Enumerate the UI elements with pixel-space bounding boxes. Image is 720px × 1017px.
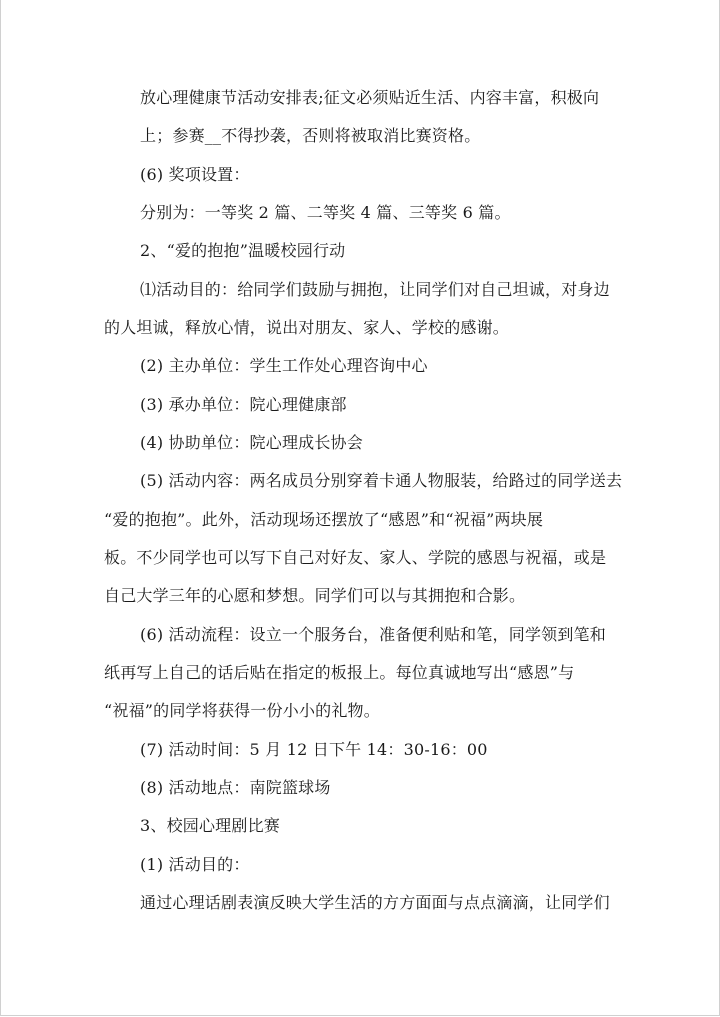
paragraph-line: (4) 协助单位：院心理成长协会	[140, 433, 363, 452]
paragraph-line: 纸再写上自己的话后贴在指定的板报上。每位真诚地写出“感恩”与	[104, 663, 575, 682]
paragraph-line: (5) 活动内容：两名成员分别穿着卡通人物服装，给路过的同学送去	[140, 471, 623, 490]
paragraph-line: (6) 活动流程：设立一个服务台，准备便利贴和笔，同学领到笔和	[140, 625, 606, 644]
paragraph-line: 板。不少同学也可以写下自己对好友、家人、学院的感恩与祝福，或是	[104, 548, 607, 567]
paragraph-line: (7) 活动时间：5 月 12 日下午 14：30-16：00	[140, 740, 488, 759]
paragraph-line: ⑴活动目的：给同学们鼓励与拥抱，让同学们对自己坦诚，对身边	[140, 280, 610, 299]
paragraph-line: 分别为：一等奖 2 篇、二等奖 4 篇、三等奖 6 篇。	[140, 203, 511, 222]
paragraph-line: (6) 奖项设置：	[140, 165, 250, 184]
paragraph-line: 的人坦诚，释放心情，说出对朋友、家人、学校的感谢。	[104, 318, 510, 337]
paragraph-line: 放心理健康节活动安排表;征文必须贴近生活、内容丰富，积极向	[140, 88, 600, 107]
section-heading: 2、“爱的抱抱”温暖校园行动	[140, 241, 346, 260]
paragraph-line: 通过心理话剧表演反映大学生活的方方面面与点点滴滴，让同学们	[140, 893, 610, 912]
section-heading: 3、校园心理剧比赛	[140, 816, 280, 835]
paragraph-line: 上；参赛__不得抄袭，否则将被取消比赛资格。	[140, 126, 481, 145]
paragraph-line: “爱的抱抱”。此外，活动现场还摆放了“感恩”和“祝福”两块展	[104, 510, 544, 529]
paragraph-line: “祝福”的同学将获得一份小小的礼物。	[104, 701, 380, 720]
paragraph-line: (2) 主办单位：学生工作处心理咨询中心	[140, 356, 428, 375]
paragraph-line: (8) 活动地点：南院篮球场	[140, 778, 331, 797]
paragraph-line: 自己大学三年的心愿和梦想。同学们可以与其拥抱和合影。	[104, 586, 526, 605]
paragraph-line: (1) 活动目的：	[140, 855, 250, 874]
paragraph-line: (3) 承办单位：院心理健康部	[140, 395, 347, 414]
